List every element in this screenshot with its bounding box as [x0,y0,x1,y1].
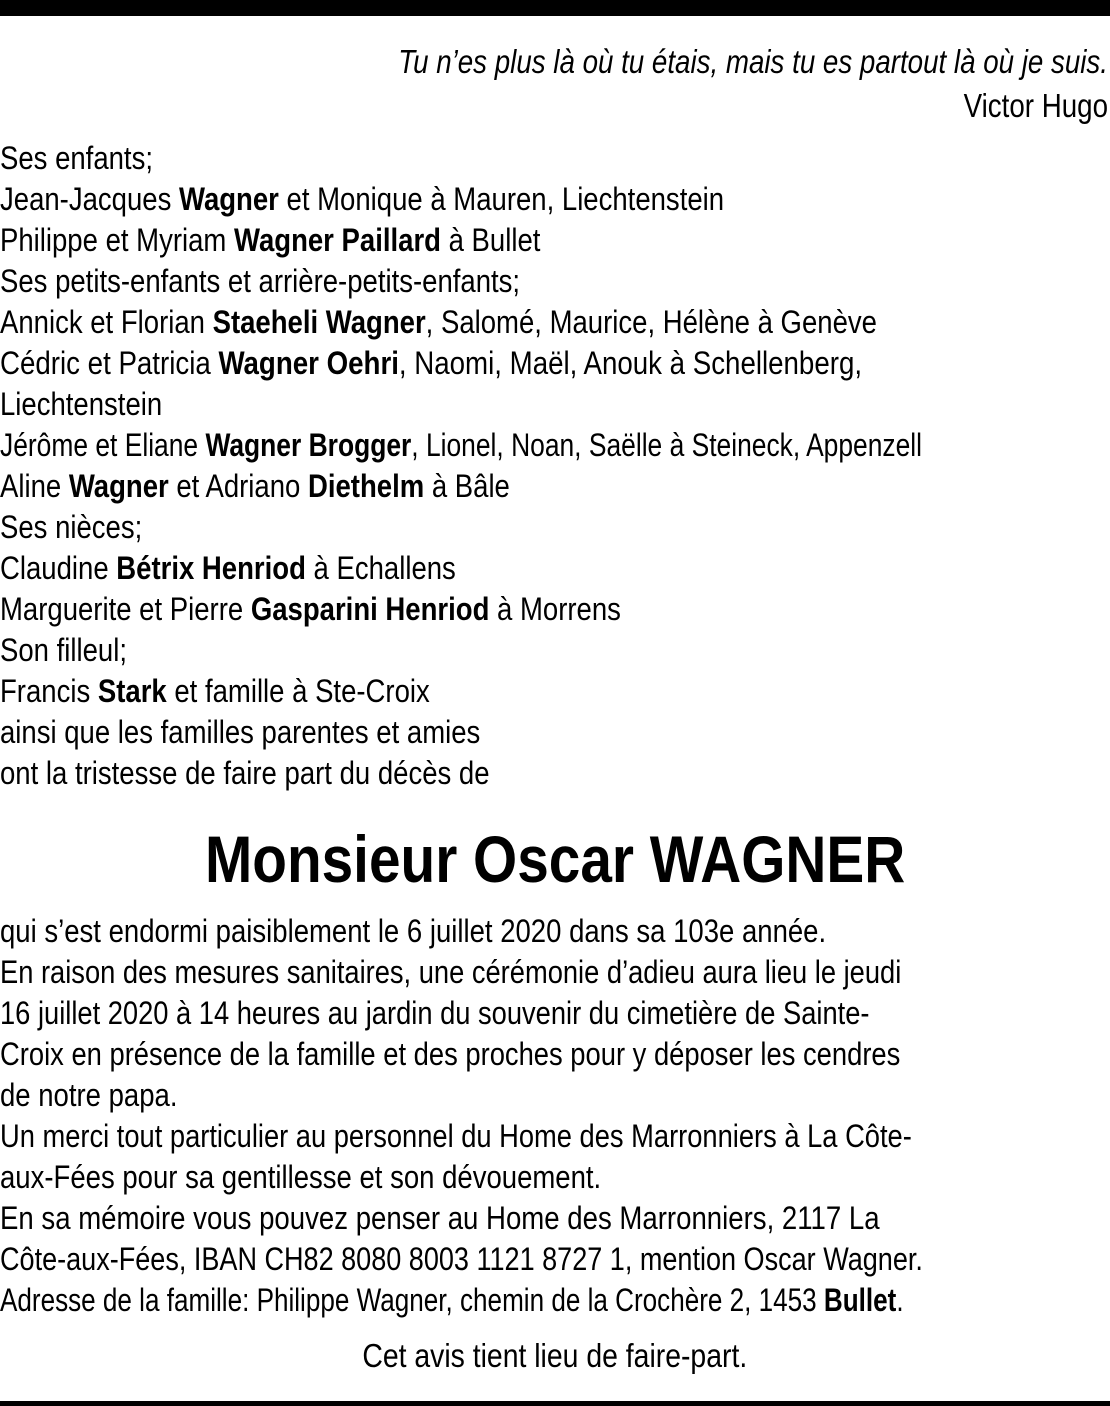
body-line-4: Croix en présence de la famille et des proches pour y déposer les cendres [0,1036,901,1072]
family-line-grand4: Aline Wagner et Adriano Diethelm à Bâle [0,468,510,504]
body-line-5: de notre papa. [0,1077,178,1113]
family-line-godson: Francis Stark et famille à Ste-Croix [0,673,430,709]
top-border-rule [0,0,1110,16]
body-line-1: qui s’est endormi paisiblement le 6 juillet 2020 dans sa 103e année. [0,913,827,949]
family-line-grand1: Annick et Florian Staeheli Wagner, Salomé, Maurice, Hélène à Genève [0,304,877,340]
grandchildren-heading: Ses petits-enfants et arrière-petits-enfants; [0,263,521,299]
nieces-heading: Ses nièces; [0,509,143,545]
family-line-grand3: Jérôme et Eliane Wagner Brogger, Lionel, Noan, Saëlle à Steineck, Appenzell [0,427,923,463]
epigraph-author: Victor Hugo [963,87,1108,124]
epigraph-quote: Tu n’es plus là où tu étais, mais tu es partout là où je suis. [398,43,1108,80]
body-line-8: En sa mémoire vous pouvez penser au Home des Marronniers, 2117 La [0,1200,880,1236]
body-line-3: 16 juillet 2020 à 14 heures au jardin du souvenir du cimetière de Sainte- [0,995,870,1031]
closing-line [0,1335,1110,1377]
family-line-child2: Philippe et Myriam Wagner Paillard à Bullet [0,222,541,258]
deceased-name-headline [0,822,1110,896]
body-line-6: Un merci tout particulier au personnel du Home des Marronniers à La Côte- [0,1118,912,1154]
notice-body [0,911,1110,1321]
bottom-border-rule [0,1401,1110,1406]
body-line-7: aux-Fées pour sa gentillesse et son dévouement. [0,1159,602,1195]
body-line-10: Adresse de la famille: Philippe Wagner, chemin de la Crochère 2, 1453 Bullet. [0,1282,904,1318]
godson-heading: Son filleul; [0,632,127,668]
family-list [0,138,1110,794]
deceased-name: Monsieur Oscar WAGNER [204,822,906,896]
family-line-niece2: Marguerite et Pierre Gasparini Henriod à Morrens [0,591,621,627]
family-line-child1: Jean-Jacques Wagner et Monique à Mauren, Liechtenstein [0,181,725,217]
closing-text: Cet avis tient lieu de faire-part. [362,1337,748,1374]
announcement-line: ont la tristesse de faire part du décès de [0,755,490,791]
children-heading: Ses enfants; [0,140,153,176]
others-line: ainsi que les familles parentes et amies [0,714,481,750]
family-line-grand2: Cédric et Patricia Wagner Oehri, Naomi, Maël, Anouk à Schellenberg, [0,345,863,381]
body-line-9: Côte-aux-Fées, IBAN CH82 8080 8003 1121 8727 1, mention Oscar Wagner. [0,1241,923,1277]
body-line-2: En raison des mesures sanitaires, une cérémonie d’adieu aura lieu le jeudi [0,954,902,990]
family-line-niece1: Claudine Bétrix Henriod à Echallens [0,550,456,586]
family-line-grand2-continuation: Liechtenstein [0,386,163,422]
epigraph [0,40,1108,128]
